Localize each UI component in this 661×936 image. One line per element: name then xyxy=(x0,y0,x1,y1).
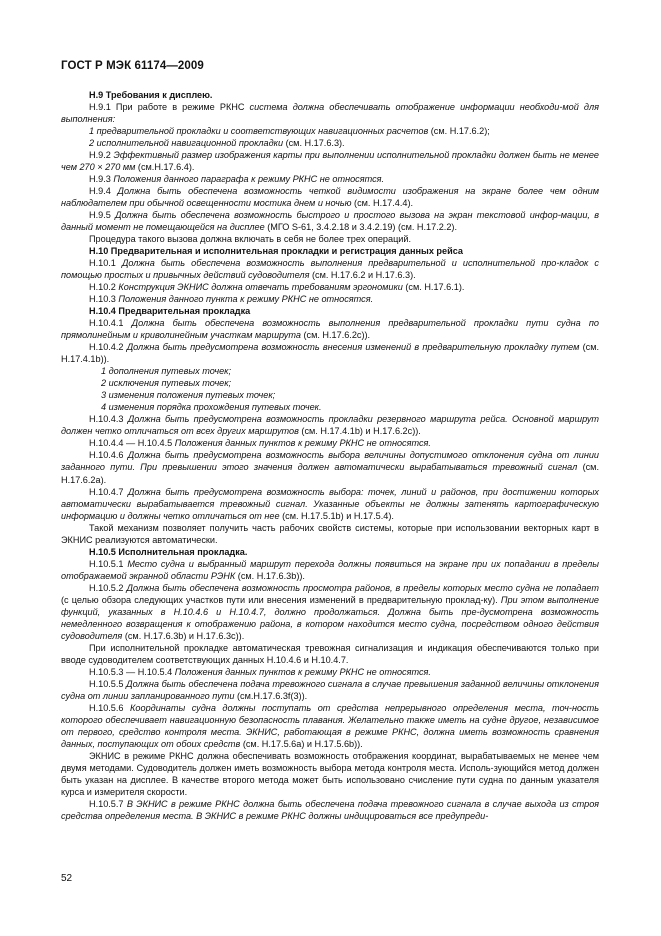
paragraph xyxy=(61,449,599,485)
text-run: (см. Н.17.6.2с)). xyxy=(300,330,371,341)
text-run: Положения данных пунктов к режиму РКНС не относятся. xyxy=(174,438,431,449)
text-run: Н.9.5 xyxy=(89,210,116,221)
text-run: (см. Н.17.6.2 и Н.17.6.3). xyxy=(309,270,416,281)
paragraph xyxy=(61,293,599,305)
paragraph xyxy=(61,401,599,413)
text-run: Н.9.4 xyxy=(89,186,118,197)
paragraph xyxy=(61,257,599,281)
text-run: Положения данных пунктов к режиму РКНС не относятся. xyxy=(174,666,431,677)
text-run: Должна быть обеспечена возможность четкой видимости изображения на экране более чем одним наблюдателем при обычной освещенности мостика днем и ночью xyxy=(61,186,599,209)
paragraph xyxy=(61,437,599,449)
text-run: Н.10.4.1 xyxy=(89,318,132,329)
paragraph xyxy=(61,137,599,149)
text-run: Должна быть предусмотрена возможность прокладки резервного маршрута рейса. Основной маршрут должен четко отличаться от всех других маршрутов xyxy=(61,414,600,437)
text-run: Н.10.5.5 xyxy=(89,678,127,689)
text-run: Н.10.3 xyxy=(89,294,119,305)
text-run: 4 изменения порядка прохождения путевых точек. xyxy=(101,402,322,413)
text-run: В ЭКНИС в режиме РКНС должна быть обеспечена подача тревожного сигнала в случае выхода из строя средства определения места. В ЭКНИС в режиме РКНС должны индицироваться все предупреди- xyxy=(61,798,599,821)
text-run: При исполнительной прокладке автоматическая тревожная сигнализация и индикация обеспечиваются только при вводе судоводителем соответствующих данных Н.10.4.6 и Н.10.4.7. xyxy=(61,642,599,665)
text-run: Н.10.4.2 xyxy=(89,342,127,353)
text-run: (см. Н.17.5.6а) и Н.17.5.6b)). xyxy=(240,738,363,749)
page-number: 52 xyxy=(61,873,73,884)
paragraph xyxy=(61,125,599,137)
paragraph xyxy=(61,281,599,293)
text-run: Должна быть предусмотрена возможность выбора: точек, линий и районов, при достижении которых автоматически вырабатывается тревожный сигнал. Указанные объекты не должны затенять картографическую информацию и должны четко отличаться от нее xyxy=(61,486,599,521)
paragraph xyxy=(61,678,599,702)
text-run: Н.10.4.7 xyxy=(89,486,128,497)
text-run: (см. Н.17.5.1b) и Н.17.5.4). xyxy=(279,510,394,521)
text-run: Н.10.4 Предварительная прокладка xyxy=(89,306,251,317)
text-run: Положения данного пункта к режиму РКНС не относятся. xyxy=(118,294,374,305)
document-header: ГОСТ Р МЭК 61174—2009 xyxy=(61,60,204,72)
text-run: система должна обеспечивать отображение информации необходи-мой для выполнения: xyxy=(61,102,599,125)
text-run: Н.9.2 xyxy=(89,150,114,161)
paragraph xyxy=(61,149,599,173)
text-run: (см. Н.17.4.1b)). xyxy=(61,342,600,365)
text-run: Эффективный размер изображения карты при выполнении исполнительной прокладки должен быть не менее чем 270 × 270 мм xyxy=(61,150,599,173)
paragraph xyxy=(61,305,599,317)
paragraph xyxy=(61,642,599,666)
text-run: (см. Н.17.6.2а). xyxy=(61,462,599,485)
text-run: Должна быть обеспечена возможность быстрого и простого вызова на экран текстовой инфор-мации, в данный момент не помещающейся на дисплее xyxy=(61,210,599,233)
paragraph xyxy=(61,341,599,365)
text-run: При этом выполнение функций, указанных в Н.10.4.6 и Н.10.4.7, должно продолжаться. Должна быть пре-дусмотрена возможность немедленного возвращения к отображению района, в котором находится место судна, посредством одного действия судоводителя xyxy=(61,594,599,641)
text-run: (см. Н.17.6.2); xyxy=(428,126,490,137)
text-run: Н.10.4.3 xyxy=(89,414,128,425)
text-run: Н.9.3 xyxy=(89,174,114,185)
text-run: (см. Н.17.4.4). xyxy=(351,198,414,209)
text-run: Н.10.5.6 xyxy=(89,702,131,713)
paragraph xyxy=(61,365,599,377)
paragraph xyxy=(61,89,599,101)
text-run: Положения данного параграфа к режиму РКНС не относятся. xyxy=(113,174,385,185)
text-run: (см.Н.17.6.4). xyxy=(135,162,195,173)
text-run: Н.10.5.2 xyxy=(89,582,127,593)
paragraph xyxy=(61,798,599,822)
paragraph xyxy=(61,750,599,798)
text-run: Н.10.5.1 xyxy=(89,558,128,569)
text-run: Н.9 Требования к дисплею. xyxy=(89,90,213,100)
paragraph xyxy=(61,173,599,185)
text-run: Должна быть обеспечена возможность просмотра районов, в пределы которых место судна не попадает xyxy=(126,582,599,593)
text-run: Н.10.4.4 — Н.10.4.5 xyxy=(89,438,175,449)
text-run: Н.10.5 Исполнительная прокладка. xyxy=(89,546,248,557)
text-run: Н.10.4.6 xyxy=(89,450,128,461)
text-run: (МГО S-61, 3.4.2.18 и 3.4.2.19) (см. Н.17.2.2). xyxy=(264,222,457,233)
paragraph xyxy=(61,413,599,437)
text-run: (см. Н.17.6.1). xyxy=(402,282,465,293)
paragraph xyxy=(61,486,599,522)
text-run: Место судна и выбранный маршрут перехода должны появиться на экране при их попадании в пределы отображаемой экранной области РЭНК xyxy=(61,558,600,581)
text-run: (см. Н.17.6.3b)). xyxy=(235,570,305,581)
paragraph xyxy=(61,317,599,341)
text-run: (см.Н.17.6.3f(3)). xyxy=(234,690,308,701)
text-run: 3 изменения положения путевых точек; xyxy=(101,390,276,401)
text-run: Должна быть предусмотрена возможность выбора величины допустимого отклонения судна от линии заданного пути. При превышении этого значения должен автоматически вырабатываться тревожный сигнал xyxy=(61,450,599,473)
text-run: Н.10 Предварительная и исполнительная прокладки и регистрация данных рейса xyxy=(89,246,463,257)
text-run: Н.10.1 xyxy=(89,258,122,269)
paragraph xyxy=(61,546,599,558)
text-run: Координаты судна должны поступать от средства непрерывного определения места, точ-ность которого обеспечивает навигационную безопасность плавания. Желательно также иметь на судне другое, независимое от первого, средство контроля места. ЭКНИС, работающая в режиме РКНС, должна иметь возможность сравнения данных, поступающих от обоих средств xyxy=(61,702,600,749)
text-run: Н.10.5.7 xyxy=(89,798,127,809)
paragraph xyxy=(61,233,599,245)
paragraph xyxy=(61,389,599,401)
paragraph xyxy=(61,245,599,257)
text-run: Такой механизм позволяет получить часть рабочих свойств системы, которые при использовании векторных карт в ЭКНИС реализуются автоматически. xyxy=(61,522,599,545)
paragraph xyxy=(61,666,599,678)
text-run: (см. Н.17.6.3b) и Н.17.6.3с)). xyxy=(122,630,245,641)
paragraph xyxy=(61,209,599,233)
text-run: Должна быть обеспечена подача тревожного сигнала в случае превышения заданной величины отклонения судна от линии запланированного пути xyxy=(61,678,600,701)
paragraph xyxy=(61,582,599,642)
paragraph xyxy=(61,702,599,750)
paragraph xyxy=(61,377,599,389)
text-run: 2 исполнительной навигационной прокладки xyxy=(89,138,284,149)
text-run: (см. Н.17.4.1b) и Н.17.6.2с)). xyxy=(298,426,421,437)
text-run: Должна быть обеспечена возможность выполнения предварительной прокладки пути судна по прямолинейным и криволинейным участкам маршрута xyxy=(61,318,599,341)
text-run: (см. Н.17.6.3). xyxy=(283,138,345,149)
paragraph xyxy=(61,522,599,546)
paragraph xyxy=(61,558,599,582)
document-body xyxy=(61,89,599,822)
paragraph xyxy=(61,101,599,125)
text-run: Конструкция ЭКНИС должна отвечать требованиям эргономики xyxy=(118,282,403,293)
text-run: (с целью обзора следующих участков пути или внесения изменений в предварительную проклад-ку). xyxy=(61,594,501,605)
text-run: ЭКНИС в режиме РКНС должна обеспечивать возможность отображения координат, вырабатываемых не менее чем двумя методами. Судоводитель должен иметь возможность выбора метода контроля места. Исполь-зующийся метод должен быть указан на дисплее. В качестве второго метода может быть использовано счисление пути судна по данным указателя курса и измерителя скорости. xyxy=(61,750,599,797)
text-run: 1 дополнения путевых точек; xyxy=(101,366,232,377)
text-run: Процедура такого вызова должна включать в себя не более трех операций. xyxy=(89,234,412,245)
text-run: Должна быть обеспечена возможность выполнения предварительной и исполнительной про-кладок с помощью простых и привычных действий судоводителя xyxy=(61,258,599,281)
paragraph xyxy=(61,185,599,209)
text-run: 1 предварительной прокладки и соответствующих навигационных расчетов xyxy=(89,126,429,137)
text-run: 2 исключения путевых точек; xyxy=(101,378,232,389)
text-run: Должна быть предусмотрена возможность внесения изменений в предварительную прокладку путем xyxy=(126,342,580,353)
text-run: Н.9.1 При работе в режиме РКНС xyxy=(89,102,250,113)
text-run: Н.10.5.3 — Н.10.5.4 xyxy=(89,666,175,677)
text-run: Н.10.2 xyxy=(89,282,119,293)
